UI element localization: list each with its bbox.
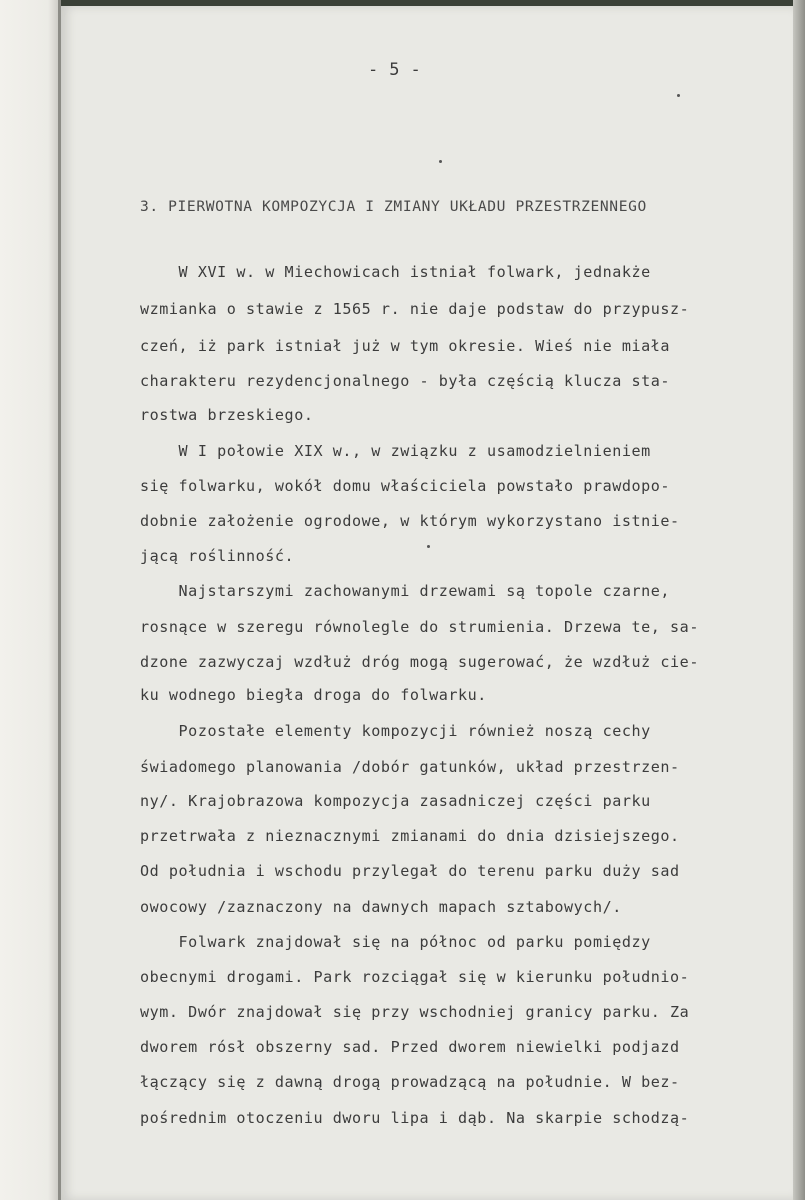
body-line: przetrwała z nieznacznymi zmianami do dnia dzisiejszego. <box>140 827 680 845</box>
body-line: wzmianka o stawie z 1565 r. nie daje podstaw do przypusz- <box>140 300 690 318</box>
ink-speck <box>439 160 442 163</box>
body-line: W I połowie XIX w., w związku z usamodzielnieniem <box>140 442 651 460</box>
body-line: dworem rósł obszerny sad. Przed dworem niewielki podjazd <box>140 1038 680 1056</box>
body-line: Folwark znajdował się na północ od parku pomiędzy <box>140 933 651 951</box>
body-line: Najstarszymi zachowanymi drzewami są topole czarne, <box>140 582 671 600</box>
body-line: rostwa brzeskiego. <box>140 406 314 424</box>
body-line: się folwarku, wokół domu właściciela powstało prawdopo- <box>140 477 671 495</box>
body-line: Od południa i wschodu przylegał do terenu parku duży sad <box>140 862 680 880</box>
ink-speck <box>677 94 680 97</box>
body-line: świadomego planowania /dobór gatunków, układ przestrzen- <box>140 758 680 776</box>
body-line: Pozostałe elementy kompozycji również noszą cechy <box>140 722 651 740</box>
body-line: charakteru rezydencjonalnego - była częścią klucza sta- <box>140 372 671 390</box>
body-line: wym. Dwór znajdował się przy wschodniej granicy parku. Za <box>140 1003 690 1021</box>
body-line: pośrednim otoczeniu dworu lipa i dąb. Na skarpie schodzą- <box>140 1109 690 1127</box>
body-line: ku wodnego biegła droga do folwarku. <box>140 686 487 704</box>
body-line: rosnące w szeregu równolegle do strumienia. Drzewa te, sa- <box>140 618 699 636</box>
section-heading: 3. PIERWOTNA KOMPOZYCJA I ZMIANY UKŁADU PRZESTRZENNEGO <box>140 198 647 215</box>
body-line: czeń, iż park istniał już w tym okresie. Wieś nie miała <box>140 337 671 355</box>
body-line: jącą roślinność. <box>140 547 295 565</box>
body-line: łączący się z dawną drogą prowadzącą na południe. W bez- <box>140 1073 680 1091</box>
body-line: dobnie założenie ogrodowe, w którym wykorzystano istnie- <box>140 512 680 530</box>
body-line: W XVI w. w Miechowicach istniał folwark, jednakże <box>140 263 651 281</box>
body-line: obecnymi drogami. Park rozciągał się w kierunku południo- <box>140 968 690 986</box>
ink-speck <box>427 545 430 548</box>
body-line: ny/. Krajobrazowa kompozycja zasadniczej części parku <box>140 792 651 810</box>
page-number: - 5 - <box>368 60 422 80</box>
body-line: dzone zazwyczaj wzdłuż dróg mogą sugerować, że wzdłuż cie- <box>140 653 699 671</box>
previous-page-edge <box>0 0 60 1200</box>
body-line: owocowy /zaznaczony na dawnych mapach sztabowych/. <box>140 898 622 916</box>
scanner-right-edge <box>793 0 805 1200</box>
